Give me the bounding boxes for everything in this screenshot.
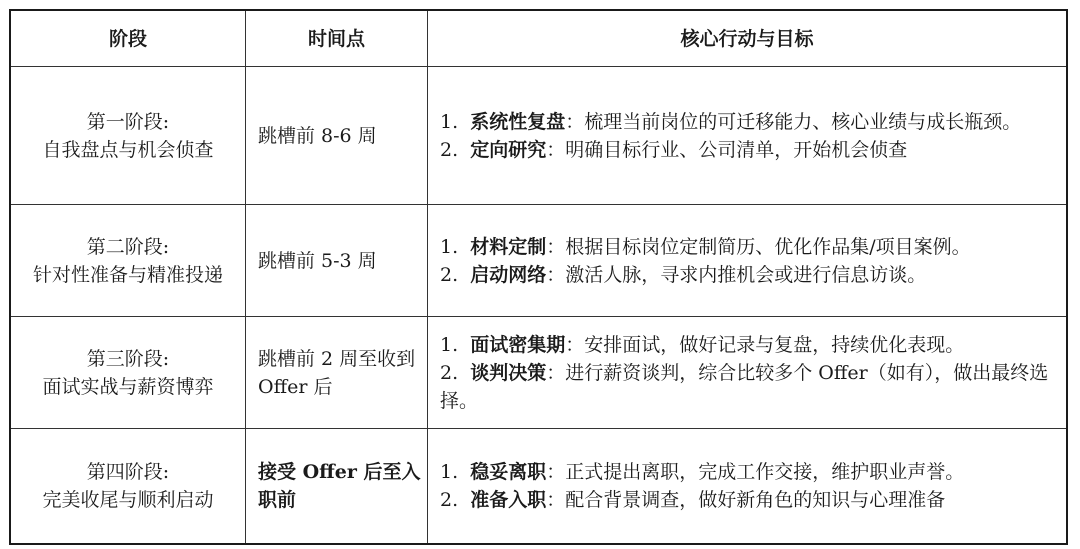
action-text: 安排面试，做好记录与复盘，持续优化表现。 — [584, 333, 965, 356]
table-row — [10, 205, 1067, 317]
action-number: 1. — [440, 460, 459, 483]
stage-title: 针对性准备与精准投递 — [32, 263, 223, 286]
table-row — [10, 317, 1067, 429]
stage-cell — [10, 205, 246, 317]
action-cell — [428, 67, 1068, 205]
header-time: 时间点 — [246, 10, 428, 67]
table-row — [10, 429, 1067, 544]
action-cell — [428, 429, 1068, 544]
time-cell: 跳槽前 2 周至收到 Offer 后 — [246, 317, 428, 429]
header-row — [10, 10, 1067, 67]
action-number: 2. — [440, 263, 459, 286]
header-actions: 核心行动与目标 — [428, 10, 1068, 67]
time-cell: 跳槽前 5-3 周 — [246, 205, 428, 317]
time-cell: 跳槽前 8-6 周 — [246, 67, 428, 205]
header-stage: 阶段 — [10, 10, 246, 67]
stage-number: 第三阶段: — [86, 347, 170, 370]
action-number: 1. — [440, 235, 459, 258]
action-keyword: 谈判决策 — [470, 361, 547, 384]
action-number: 2. — [440, 361, 459, 384]
action-item: 1. 稳妥离职：正式提出离职，完成工作交接，维护职业声誉。 — [440, 460, 965, 483]
action-item: 1. 材料定制：根据目标岗位定制简历、优化作品集/项目案例。 — [440, 235, 971, 258]
action-item: 2. 谈判决策：进行薪资谈判，综合比较多个 Offer（如有），做出最终选择。 — [440, 361, 1049, 412]
action-text: 梳理当前岗位的可迁移能力、核心业绩与成长瓶颈。 — [584, 110, 1022, 133]
action-text: 激活人脉，寻求内推机会或进行信息访谈。 — [565, 263, 927, 286]
action-keyword: 面试密集期 — [470, 333, 566, 356]
action-text: 根据目标岗位定制简历、优化作品集/项目案例。 — [565, 235, 971, 258]
action-keyword: 定向研究 — [470, 138, 547, 161]
action-cell — [428, 317, 1068, 429]
table-row — [10, 67, 1067, 205]
stage-cell — [10, 429, 246, 544]
action-item: 2. 准备入职：配合背景调查，做好新角色的知识与心理准备 — [440, 488, 946, 511]
time-cell: 接受 Offer 后至入职前 — [246, 429, 428, 544]
action-keyword: 准备入职 — [470, 488, 547, 511]
action-text: 配合背景调查，做好新角色的知识与心理准备 — [565, 488, 946, 511]
action-keyword: 材料定制 — [470, 235, 547, 258]
stage-number: 第一阶段: — [86, 110, 170, 133]
action-keyword: 系统性复盘 — [470, 110, 566, 133]
job-change-plan-table — [9, 9, 1068, 545]
action-cell — [428, 205, 1068, 317]
stage-number: 第四阶段: — [86, 460, 170, 483]
action-number: 1. — [440, 110, 459, 133]
action-keyword: 稳妥离职 — [470, 460, 547, 483]
action-keyword: 启动网络 — [470, 263, 547, 286]
stage-title: 面试实战与薪资博弈 — [42, 375, 214, 398]
action-item: 1. 系统性复盘：梳理当前岗位的可迁移能力、核心业绩与成长瓶颈。 — [440, 110, 1022, 133]
action-number: 2. — [440, 138, 459, 161]
action-text: 进行薪资谈判，综合比较多个 Offer（如有），做出最终选择。 — [440, 361, 1049, 412]
action-number: 1. — [440, 333, 459, 356]
action-number: 2. — [440, 488, 459, 511]
action-item: 2. 启动网络：激活人脉，寻求内推机会或进行信息访谈。 — [440, 263, 927, 286]
stage-title: 自我盘点与机会侦查 — [42, 138, 214, 161]
stage-title: 完美收尾与顺利启动 — [42, 488, 214, 511]
action-item: 1. 面试密集期：安排面试，做好记录与复盘，持续优化表现。 — [440, 333, 965, 356]
stage-number: 第二阶段: — [86, 235, 170, 258]
stage-cell — [10, 67, 246, 205]
action-item: 2. 定向研究：明确目标行业、公司清单，开始机会侦查 — [440, 138, 908, 161]
action-text: 明确目标行业、公司清单，开始机会侦查 — [565, 138, 908, 161]
stage-cell — [10, 317, 246, 429]
action-text: 正式提出离职，完成工作交接，维护职业声誉。 — [565, 460, 965, 483]
